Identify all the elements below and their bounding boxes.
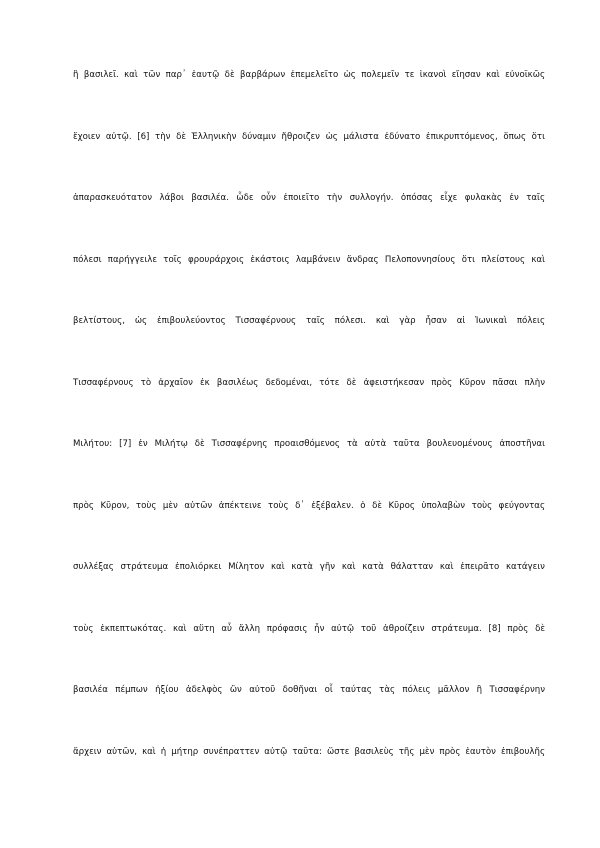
text-line: συλλέξας στράτευμα ἐπολιόρκει Μίλητον καὶ κατὰ γῆν καὶ κατὰ θάλατταν καὶ ἐπειρᾶτο κατάγειν <box>73 562 545 572</box>
text-line: ἔχοιεν αὐτῷ. [6] τὴν δὲ Ἑλληνικὴν δύναμιν ἤθροιζεν ὡς μάλιστα ἐδύνατο ἐπικρυπτόμενος, ὅπως ὅτι <box>73 131 545 142</box>
text-line: πόλεσι παρήγγειλε τοῖς φρουράρχοις ἑκάστοις λαμβάνειν ἄνδρας Πελοποννησίους ὅτι πλείστους καὶ <box>73 254 545 265</box>
text-line: πρὸς Κῦρον, τοὺς μὲν αὐτῶν ἀπέκτεινε τοὺς δ᾽ ἐξέβαλεν. ὁ δὲ Κῦρος ὑπολαβὼν τοὺς φεύγοντας <box>73 500 545 511</box>
text-line: βασιλέα πέμπων ἠξίου ἀδελφὸς ὢν αὐτοῦ δοθῆναι οἷ ταύτας τὰς πόλεις μᾶλλον ἢ Τισσαφέρνην <box>73 685 545 695</box>
text-line: ἀπαρασκευότατον λάβοι βασιλέα. ὧδε οὖν ἐποιεῖτο τὴν συλλογήν. ὁπόσας εἶχε φυλακὰς ἐν ταῖς <box>73 193 545 203</box>
text-line: τοὺς ἐκπεπτωκότας. καὶ αὕτη αὖ ἄλλη πρόφασις ἦν αὐτῷ τοῦ ἀθροίζειν στράτευμα. [8] πρὸς δὲ <box>73 623 545 634</box>
document-text-body <box>73 66 545 804</box>
text-line: Τισσαφέρνους τὸ ἀρχαῖον ἐκ βασιλέως δεδομέναι, τότε δὲ ἀφειστήκεσαν πρὸς Κῦρον πᾶσαι πλὴν <box>73 377 545 388</box>
text-line: ἢ βασιλεῖ. καὶ τῶν παρ᾽ ἑαυτῷ δὲ βαρβάρων ἐπεμελεῖτο ὡς πολεμεῖν τε ἱκανοὶ εἴησαν καὶ εὐνοϊκῶς <box>73 70 545 80</box>
text-line: βελτίστους, ὡς ἐπιβουλεύοντος Τισσαφέρνους ταῖς πόλεσι. καὶ γὰρ ἦσαν αἱ Ἰωνικαὶ πόλεις <box>73 316 545 326</box>
text-line: Μιλήτου: [7] ἐν Μιλήτῳ δὲ Τισσαφέρνης προαισθόμενος τὰ αὐτὰ ταῦτα βουλευομένους ἀποστῆναι <box>73 439 545 449</box>
text-line: ἄρχειν αὐτῶν, καὶ ἡ μήτηρ συνέπραττεν αὐτῷ ταῦτα: ὥστε βασιλεὺς τῆς μὲν πρὸς ἑαυτὸν ἐπιβουλῆς <box>73 746 545 757</box>
